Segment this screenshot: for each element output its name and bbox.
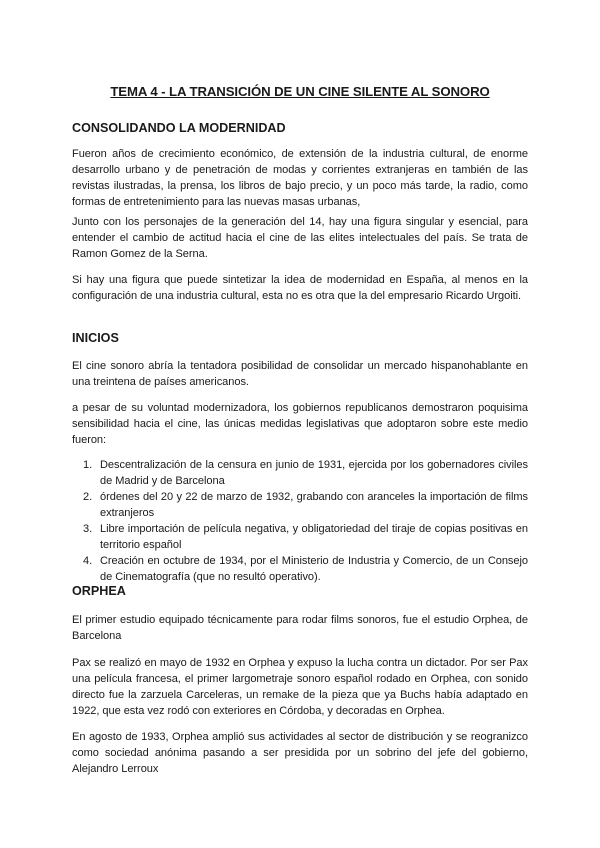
paragraph: El cine sonoro abría la tentadora posibilidad de consolidar un mercado hispanohablante en una treintena de países americanos. [72, 360, 528, 388]
list-item [83, 457, 528, 489]
section-heading-consolidando: CONSOLIDANDO LA MODERNIDAD [72, 121, 286, 135]
paragraph: Si hay una figura que puede sintetizar la idea de modernidad en España, al menos en la configuración de una industria cultural, esta no es otra que la del empresario Ricardo Urgoiti. [72, 274, 528, 302]
list-item-number: 2. [83, 491, 93, 503]
list-item [83, 553, 528, 585]
list-item-text: Descentralización de la censura en junio de 1931, ejercida por los gobernadores civiles de Madrid y de Barcelona [100, 459, 528, 487]
list-item-number: 3. [83, 523, 93, 535]
paragraph: El primer estudio equipado técnicamente para rodar films sonoros, fue el estudio Orphea, de Barcelona [72, 614, 528, 642]
list-item-number: 4. [83, 555, 93, 567]
list-item-text: Libre importación de película negativa, y obligatoriedad del tiraje de copias positivas en territorio español [100, 523, 528, 551]
paragraph: En agosto de 1933, Orphea amplió sus actividades al sector de distribución y se reogranizco como sociedad anónima pasando a ser presidida por un sobrino del jefe del gobierno, Alejandro Lerroux [72, 731, 528, 775]
paragraph: Junto con los personajes de la generación del 14, hay una figura singular y esencial, para entender el cambio de actitud hacia el cine de las elites intelectuales del país. Se trata de Ramon Gomez de la Serna. [72, 216, 528, 260]
section-heading-orphea: ORPHEA [72, 584, 126, 598]
list-item [83, 521, 528, 553]
list-item-text: órdenes del 20 y 22 de marzo de 1932, grabando con aranceles la importación de films extranjeros [100, 491, 528, 519]
paragraph: Pax se realizó en mayo de 1932 en Orphea y expuso la lucha contra un dictador. Por ser Pax una película francesa, el primer largometraje sonoro español rodado en Orphea, con sonido directo fue la zarzuela Carceleras, un remake de la pieza que ya Buchs había adaptado en 1922, que esta vez rodó con exteriores en Córdoba, y decoradas en Orphea. [72, 657, 528, 717]
document-title: TEMA 4 - LA TRANSICIÓN DE UN CINE SILENTE AL SONORO [110, 84, 490, 99]
legislative-measures-list [83, 457, 528, 585]
list-item-text: Creación en octubre de 1934, por el Ministerio de Industria y Comercio, de un Consejo de Cinematografía (que no resultó operativo). [100, 555, 528, 583]
paragraph: Fueron años de crecimiento económico, de extensión de la industria cultural, de enorme desarrollo urbano y de penetración de modas y corrientes extranjeras en también de las revistas ilustradas, la prensa, los libros de bajo precio, y un poco más tarde, la radio, como formas de entretenimiento para las nuevas masas urbanas, [72, 148, 528, 208]
list-item-number: 1. [83, 459, 93, 471]
section-heading-inicios: INICIOS [72, 331, 119, 345]
list-item [83, 489, 528, 521]
paragraph: a pesar de su voluntad modernizadora, los gobiernos republicanos demostraron poquisima sensibilidad hacia el cine, las únicas medidas legislativas que adoptaron sobre este medio fueron: [72, 402, 528, 446]
